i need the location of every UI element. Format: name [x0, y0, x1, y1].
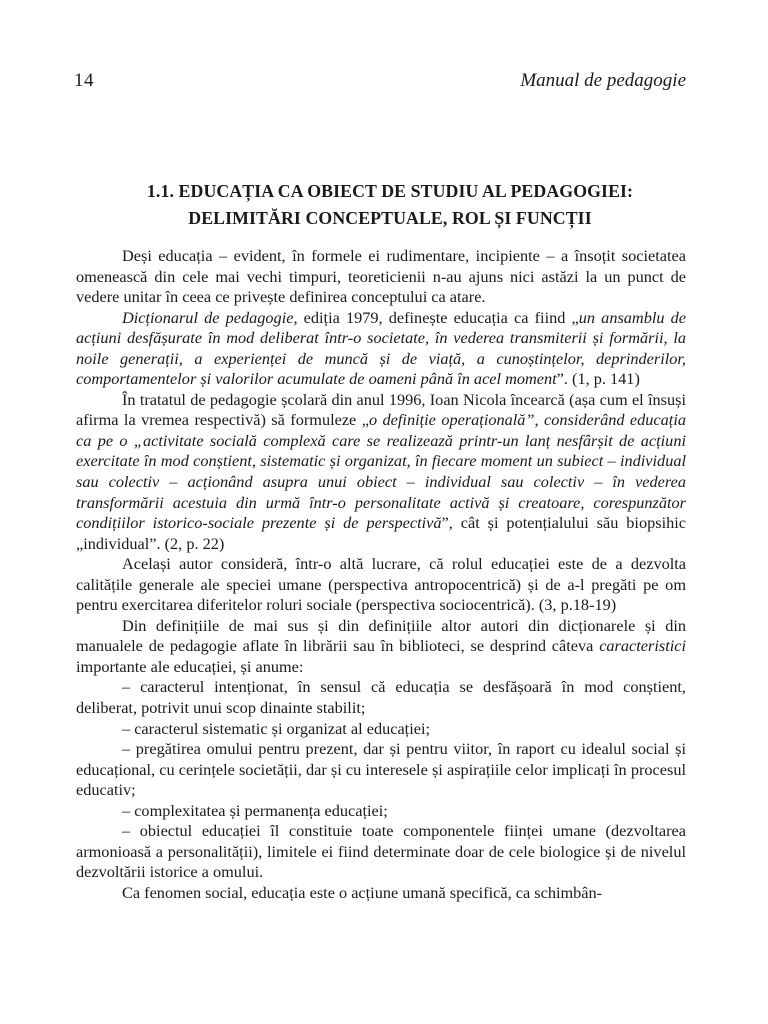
- paragraph: Același autor consideră, într-o altă lucrare, că rolul educației este de a dezvolta calitățile generale ale speciei umane (perspectiva antropocentrică) și de a-l pregăti pe om pentru exercitarea diferitelor roluri sociale (perspectiva sociocentrică). (3, p.18-19): [76, 554, 686, 615]
- list-item: – complexitatea și permanența educației;: [122, 800, 388, 820]
- paragraph: [76, 616, 686, 678]
- page-number: 14: [74, 70, 94, 91]
- list-item: – caracterul intenționat, în sensul că educația se desfășoară în mod conștient, deliberat, potrivit unui scop dinainte stabilit;: [76, 677, 686, 718]
- paragraph: [76, 390, 686, 554]
- text-run: importante ale educației, și anume:: [76, 656, 304, 676]
- section-title-line: 1.1. EDUCAȚIA CA OBIECT DE STUDIU AL PEDAGOGIEI:: [146, 181, 634, 201]
- italic-text: caracteristici: [599, 636, 686, 656]
- paragraph: Ca fenomen social, educația este o acțiune umană specifică, ca schimbân-: [122, 882, 603, 902]
- paragraph: [76, 308, 686, 390]
- body-text: [76, 246, 686, 904]
- running-header: Manual de pedagogie: [520, 70, 686, 91]
- citation: ”. (1, p. 141): [556, 369, 640, 389]
- section-title-line: DELIMITĂRI CONCEPTUALE, ROL ȘI FUNCȚII: [188, 208, 592, 228]
- italic-text: Dicționarul de pedagogie: [122, 307, 294, 327]
- text-run: În tratatul de pedagogie școlară din anul 1996, Ioan Nicola încearcă (așa cum el însuși afirma la vremea respectivă) să formuleze „: [76, 389, 686, 430]
- list-item: – caracterul sistematic și organizat al educației;: [122, 718, 431, 738]
- quotation: o definiție operațională”, considerând educația ca pe o „activitate socială complexă care se realizează printr-un lanț nesfârșit de acțiuni exercitate în mod conștient, sistematic și organizat, în fiecare moment un subiect – individual sau colectiv – acționând asupra unui obiect – individual sau colectiv – în vederea transformării acestuia din urmă într-o personalitate activă și creatoare, corespunzător condițiilor istorico-sociale prezente și de perspectivă: [76, 410, 686, 533]
- quotation: un ansamblu de acțiuni desfășurate în mod deliberat într-o societate, în vederea transmiterii și formării, la noile generații, a experienței de muncă și de viață, a cunoștințelor, deprinderilor, comportamentelor și valorilor acumulate de oameni până în acel moment: [76, 307, 687, 389]
- paragraph: Deși educația – evident, în formele ei rudimentare, incipiente – a însoțit societatea omenească din cele mai vechi timpuri, teoreticienii n-au ajuns nici astăzi la un punct de vedere unitar în ceea ce privește definirea conceptului ca atare.: [76, 246, 686, 307]
- citation: ”, cât și potențialului său biopsihic „individual”. (2, p. 22): [76, 513, 686, 553]
- list-item: – pregătirea omului pentru prezent, dar și pentru viitor, în raport cu idealul social și educațional, cu cerințele societății, dar și cu interesele și aspirațiile celor implicați în procesul educativ;: [76, 739, 686, 800]
- section-title: [70, 178, 710, 232]
- text-run: , ediția 1979, definește educația ca fiind „: [293, 307, 579, 327]
- list-item: – obiectul educației îl constituie toate componentele ființei umane (dezvoltarea armonioasă a personalității), limitele ei fiind determinate doar de cele biologice și de nivelul dezvoltării istorice a omului.: [76, 821, 686, 882]
- text-run: Din definițiile de mai sus și din definițiile altor autori din dicționarele și din manualele de pedagogie aflate în librării sau în biblioteci, se desprind câteva: [76, 615, 686, 656]
